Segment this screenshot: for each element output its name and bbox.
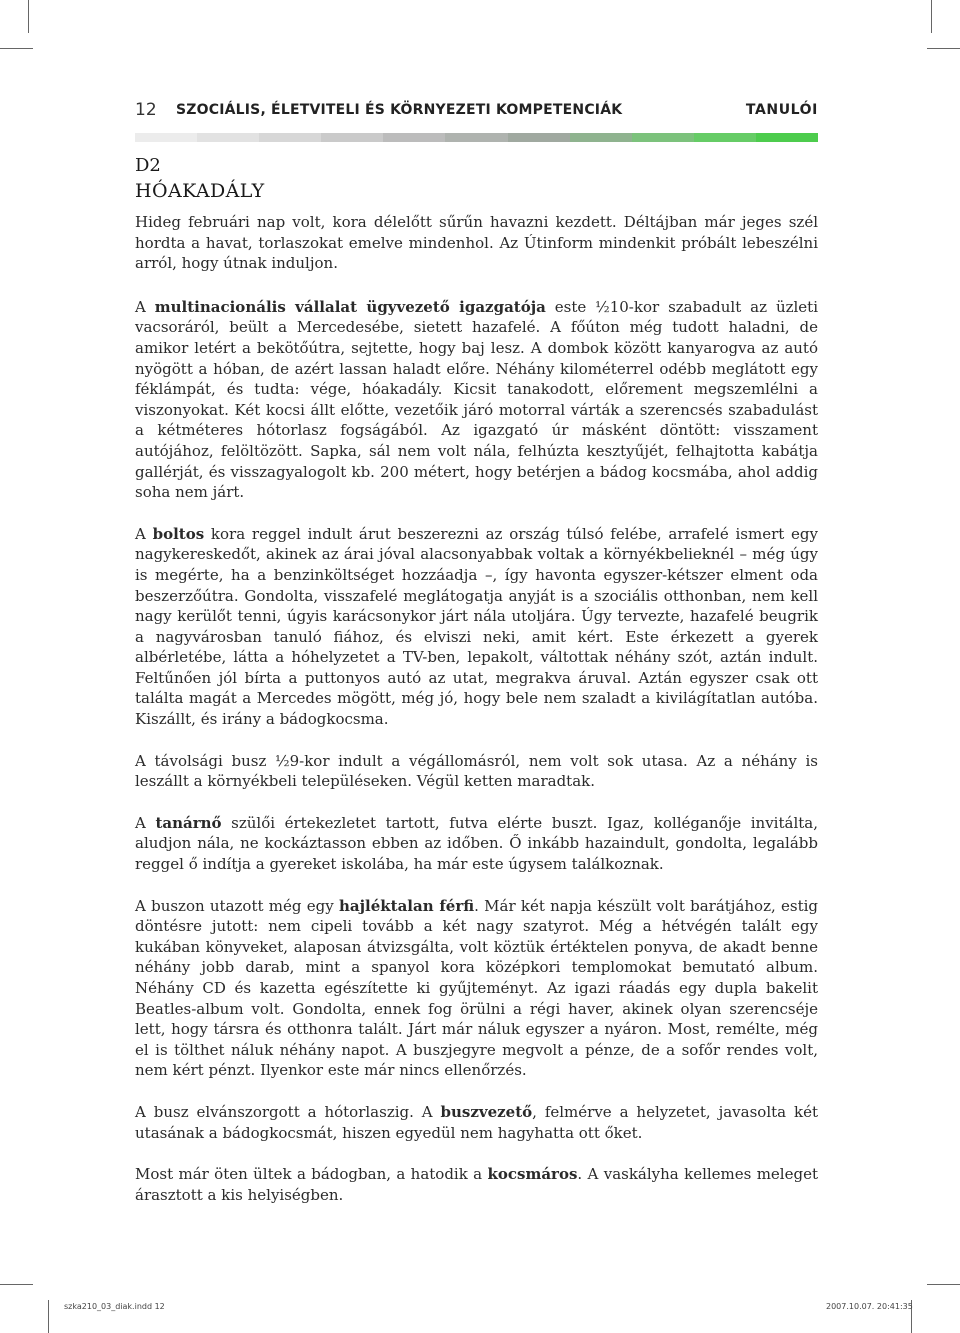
story-paragraph	[135, 813, 818, 875]
paragraph-text: Most már öten ültek a bádogban, a hatodik a	[135, 1165, 488, 1184]
header-bar-segment	[508, 133, 570, 142]
paragraph-text: , felmérve a helyzetet, javasolta két utasának a bádogkocsmát, hiszen egyedül nem hagyhatta ott őket.	[135, 1102, 818, 1142]
character-name: kocsmáros	[487, 1165, 578, 1184]
crop-mark	[927, 1284, 960, 1285]
story-paragraph	[135, 524, 818, 730]
character-name: buszvezető	[440, 1102, 533, 1121]
paragraph-text: A távolsági busz ½9-kor indult a végállomásról, nem volt sok utasa. Az a néhány is leszállt a környékbeli településeken. Végül ketten maradtak.	[135, 751, 818, 791]
paragraph-text: A	[135, 524, 153, 543]
paragraph-text: kora reggel indult árut beszerezni az ország túlsó felébe, arrafelé ismert egy nagykereskedőt, akinek az árai jóval alacsonyabbak voltak a környékbelieknél – még úgy is megérte, ha a benzinköltséget hozzáadja –, így havonta egyszer-kétszer elment oda beszerzőútra. Gondolta, visszafelé meglátogatja anyját is a szociális otthonban, nem kell nagy kerülőt tenni, úgyis karácsonykor járt nála utoljára. Úgy tervezte, hazafelé beugrik a nagyvárosban tanuló fiához, és elviszi neki, amit kért. Este érkezett a gyerek albérletébe, látta a hóhelyzetet a TV-ben, lepakolt, váltottak néhány szót, aztán indult. Feltűnően jól bírta a puttonyos autó az utat, megrakva áruval. Aztán egyszer csak ott találta magát a Mercedes mögött, még jó, hogy bele nem szaladt a kivilágítatlan autóba. Kiszállt, és irány a bádogkocsma.	[135, 524, 818, 729]
story-paragraph	[135, 751, 818, 792]
header-bar-segment	[694, 133, 756, 142]
crop-mark	[931, 0, 932, 33]
story-paragraph	[135, 1102, 818, 1143]
story-paragraph	[135, 297, 818, 503]
header-bar-segment	[197, 133, 259, 142]
header-bar-segment	[135, 133, 197, 142]
section-title: SZOCIÁLIS, ÉLETVITELI ÉS KÖRNYEZETI KOMPETENCIÁK	[176, 102, 623, 118]
header-bar-segment	[632, 133, 694, 142]
footer-timestamp: 2007.10.07. 20:41:35	[826, 1302, 913, 1311]
header-gradient-bar	[135, 133, 818, 142]
story-body	[135, 212, 818, 1226]
header-bar-segment	[445, 133, 507, 142]
page-number: 12	[135, 100, 157, 120]
document-code: D2	[135, 155, 161, 176]
paragraph-text: A	[135, 813, 156, 832]
intro-paragraph: Hideg februári nap volt, kora délelőtt sűrűn havazni kezdett. Déltájban már jeges szél hordta a havat, torlaszokat emelve mindenhol. Az Útinform mindenkit próbált lebeszélni arról, hogy útnak induljon.	[135, 213, 818, 273]
crop-mark	[927, 48, 960, 49]
paragraph-text: . A vaskályha kellemes meleget árasztott a kis helyiségben.	[135, 1165, 818, 1204]
paragraph-text: . Már két napja készült volt barátjához, estig döntésre jutott: nem cipeli tovább a két nagy szatyrot. Még a hétvégén talált egy kukában könyveket, alaposan átvizsgálta, volt köztük értéktelen ponyva, de akadt benne néhány jobb darab, mint a spanyol kora középkori templomokat bemutató album. Néhány CD és kazetta egészítette ki gyűjteményt. Az igazi ráadás egy dupla bakelit Beatles-album volt. Gondolta, ennek fog örülni a régi haver, akinek olyan szerencséje lett, hogy társra és otthonra talált. Járt már náluk egyszer a nyáron. Most, remélte, még el is tölthet náluk néhány napot. A buszjegyre megvolt a pénze, de a sofőr rendes volt, nem kért pénzt. Ilyenkor este már nincs ellenőrzés.	[135, 896, 819, 1080]
crop-mark	[48, 1300, 49, 1333]
crop-mark	[0, 48, 33, 49]
story-paragraph	[135, 1164, 818, 1205]
character-name: hajléktalan férfi	[338, 896, 475, 915]
header-bar-segment	[321, 133, 383, 142]
header-bar-segment	[570, 133, 632, 142]
character-name: boltos	[152, 524, 205, 543]
audience-label: TANULÓI	[745, 102, 818, 118]
header-bar-segment	[259, 133, 321, 142]
paragraph-text: A busz elvánszorgott a hótorlaszig. A	[135, 1102, 441, 1121]
story-paragraphs	[135, 297, 818, 1206]
document-title: HÓAKADÁLY	[135, 180, 265, 202]
paragraph-text: A buszon utazott még egy	[135, 896, 339, 915]
footer-file-name: szka210_03_diak.indd 12	[64, 1302, 165, 1311]
character-name: multinacionális vállalat ügyvezető igazgatója	[154, 297, 546, 316]
page-header	[135, 100, 818, 124]
paragraph-text: szülői értekezletet tartott, futva elérte buszt. Igaz, kolléganője invitálta, aludjon nála, ne kockáztasson ebben az időben. Ő inkább hazaindult, gondolta, legalább reggel ő indítja a gyereket iskolába, ha már este úgysem találkoznak.	[135, 813, 818, 874]
character-name: tanárnő	[155, 813, 222, 832]
crop-mark	[28, 0, 29, 33]
header-bar-segment	[383, 133, 445, 142]
paragraph-text: este ½10-kor szabadult az üzleti vacsoráról, beült a Mercedesébe, sietett hazafelé. A főúton még tudott haladni, de amikor letért a bekötőútra, sejtette, hogy baj lesz. A dombok között kanyarogva az autó nyögött a hóban, de azért lassan haladt előre. Néhány kilométerrel odébb meglátott egy féklámpát, és tudta: vége, hóakadály. Kicsit tanakodott, előrement megszemlélni a viszonyokat. Két kocsi állt előtte, vezetőik járó motorral várták a szerencsés szabadulást a kétméteres hótorlasz fogságából. Az igazgató úr másként döntött: visszament autójához, felöltözött. Sapka, sál nem volt nála, felhúzta kesztyűjét, felhajtotta kabátja gallérját, és visszagyalogolt kb. 200 métert, hogy betérjen a bádog kocsmába, ahol addig soha nem járt.	[135, 297, 819, 502]
story-paragraph	[135, 896, 818, 1081]
header-bar-segment	[756, 133, 818, 142]
paragraph-text: A	[135, 297, 155, 316]
crop-mark	[0, 1284, 33, 1285]
